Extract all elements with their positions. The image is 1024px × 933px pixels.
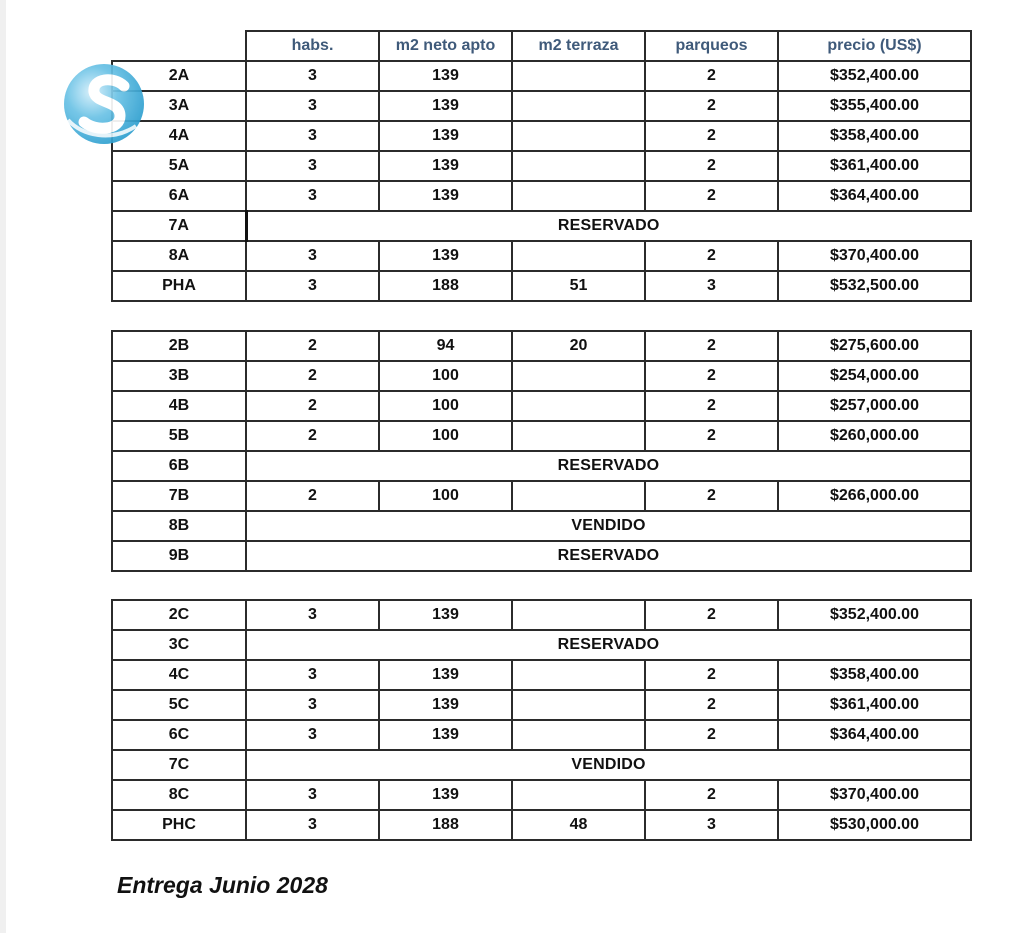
status-cell: VENDIDO bbox=[246, 750, 971, 780]
unit-cell: 4B bbox=[112, 391, 246, 421]
header-row bbox=[246, 31, 971, 61]
table-row bbox=[112, 151, 971, 181]
unit-cell: 3A bbox=[112, 91, 246, 121]
table-row bbox=[112, 121, 971, 151]
habs-cell: 3 bbox=[246, 181, 379, 211]
unit-cell: 3B bbox=[112, 361, 246, 391]
m2-neto-cell: 188 bbox=[379, 810, 512, 840]
m2-terraza-cell bbox=[512, 391, 645, 421]
table-row bbox=[112, 271, 971, 301]
unit-cell: 4A bbox=[112, 121, 246, 151]
table-row bbox=[112, 810, 971, 840]
habs-cell: 3 bbox=[246, 61, 379, 91]
section-a-table bbox=[111, 60, 972, 302]
table-row bbox=[112, 391, 971, 421]
table-row bbox=[112, 600, 971, 630]
table-row bbox=[112, 720, 971, 750]
table-row bbox=[112, 660, 971, 690]
parqueos-cell: 3 bbox=[645, 810, 778, 840]
unit-cell: 6B bbox=[112, 451, 246, 481]
parqueos-cell: 2 bbox=[645, 121, 778, 151]
precio-cell: $352,400.00 bbox=[778, 61, 971, 91]
table-row bbox=[112, 511, 971, 541]
m2-terraza-cell: 51 bbox=[512, 271, 645, 301]
m2-neto-cell: 139 bbox=[379, 61, 512, 91]
precio-cell: $352,400.00 bbox=[778, 600, 971, 630]
unit-cell: 2A bbox=[112, 61, 246, 91]
parqueos-cell: 2 bbox=[645, 391, 778, 421]
habs-cell: 3 bbox=[246, 810, 379, 840]
precio-cell: $361,400.00 bbox=[778, 151, 971, 181]
header-habs: habs. bbox=[246, 31, 379, 61]
m2-terraza-cell bbox=[512, 361, 645, 391]
section-b-table bbox=[111, 330, 972, 572]
column-header bbox=[245, 30, 972, 62]
unit-cell: PHA bbox=[112, 271, 246, 301]
unit-cell: 2B bbox=[112, 331, 246, 361]
unit-cell: 8B bbox=[112, 511, 246, 541]
parqueos-cell: 2 bbox=[645, 421, 778, 451]
unit-cell: 8A bbox=[112, 241, 246, 271]
parqueos-cell: 2 bbox=[645, 660, 778, 690]
precio-cell: $370,400.00 bbox=[778, 241, 971, 271]
status-cell: RESERVADO bbox=[246, 211, 971, 241]
unit-cell: 7B bbox=[112, 481, 246, 511]
m2-terraza-cell bbox=[512, 481, 645, 511]
precio-cell: $358,400.00 bbox=[778, 660, 971, 690]
status-cell: VENDIDO bbox=[246, 511, 971, 541]
habs-cell: 3 bbox=[246, 271, 379, 301]
m2-neto-cell: 139 bbox=[379, 690, 512, 720]
m2-terraza-cell bbox=[512, 720, 645, 750]
precio-cell: $266,000.00 bbox=[778, 481, 971, 511]
parqueos-cell: 2 bbox=[645, 181, 778, 211]
unit-cell: PHC bbox=[112, 810, 246, 840]
table-row bbox=[112, 750, 971, 780]
precio-cell: $358,400.00 bbox=[778, 121, 971, 151]
table-row bbox=[112, 541, 971, 571]
unit-cell: 5A bbox=[112, 151, 246, 181]
unit-cell: 9B bbox=[112, 541, 246, 571]
unit-cell: 6C bbox=[112, 720, 246, 750]
m2-terraza-cell bbox=[512, 780, 645, 810]
m2-neto-cell: 139 bbox=[379, 720, 512, 750]
m2-terraza-cell: 48 bbox=[512, 810, 645, 840]
parqueos-cell: 2 bbox=[645, 690, 778, 720]
precio-cell: $254,000.00 bbox=[778, 361, 971, 391]
parqueos-cell: 2 bbox=[645, 61, 778, 91]
habs-cell: 3 bbox=[246, 151, 379, 181]
table-row bbox=[112, 61, 971, 91]
unit-cell: 4C bbox=[112, 660, 246, 690]
m2-neto-cell: 139 bbox=[379, 600, 512, 630]
unit-cell: 6A bbox=[112, 181, 246, 211]
habs-cell: 2 bbox=[246, 481, 379, 511]
table-row bbox=[112, 361, 971, 391]
m2-neto-cell: 100 bbox=[379, 481, 512, 511]
precio-cell: $532,500.00 bbox=[778, 271, 971, 301]
table-row bbox=[112, 181, 971, 211]
m2-neto-cell: 139 bbox=[379, 780, 512, 810]
table-row bbox=[112, 211, 971, 241]
habs-cell: 3 bbox=[246, 780, 379, 810]
m2-neto-cell: 139 bbox=[379, 181, 512, 211]
precio-cell: $364,400.00 bbox=[778, 720, 971, 750]
m2-terraza-cell: 20 bbox=[512, 331, 645, 361]
table-row bbox=[112, 421, 971, 451]
habs-cell: 2 bbox=[246, 391, 379, 421]
parqueos-cell: 2 bbox=[645, 241, 778, 271]
habs-cell: 3 bbox=[246, 91, 379, 121]
precio-cell: $361,400.00 bbox=[778, 690, 971, 720]
habs-cell: 3 bbox=[246, 241, 379, 271]
m2-neto-cell: 139 bbox=[379, 91, 512, 121]
table-row bbox=[112, 91, 971, 121]
header-parqueos: parqueos bbox=[645, 31, 778, 61]
m2-terraza-cell bbox=[512, 91, 645, 121]
parqueos-cell: 2 bbox=[645, 720, 778, 750]
m2-terraza-cell bbox=[512, 660, 645, 690]
unit-cell: 7A bbox=[112, 211, 246, 241]
unit-cell: 8C bbox=[112, 780, 246, 810]
m2-neto-cell: 139 bbox=[379, 151, 512, 181]
habs-cell: 3 bbox=[246, 660, 379, 690]
table-row bbox=[112, 241, 971, 271]
m2-terraza-cell bbox=[512, 61, 645, 91]
header-m2-neto: m2 neto apto bbox=[379, 31, 512, 61]
table-row bbox=[112, 451, 971, 481]
table-row bbox=[112, 331, 971, 361]
section-c-table bbox=[111, 599, 972, 841]
parqueos-cell: 2 bbox=[645, 361, 778, 391]
precio-cell: $364,400.00 bbox=[778, 181, 971, 211]
m2-neto-cell: 100 bbox=[379, 361, 512, 391]
m2-terraza-cell bbox=[512, 600, 645, 630]
m2-neto-cell: 94 bbox=[379, 331, 512, 361]
page-edge bbox=[0, 0, 6, 933]
m2-neto-cell: 139 bbox=[379, 241, 512, 271]
precio-cell: $260,000.00 bbox=[778, 421, 971, 451]
parqueos-cell: 2 bbox=[645, 780, 778, 810]
status-cell: RESERVADO bbox=[246, 451, 971, 481]
m2-neto-cell: 100 bbox=[379, 421, 512, 451]
delivery-date-note: Entrega Junio 2028 bbox=[117, 872, 328, 898]
m2-neto-cell: 139 bbox=[379, 660, 512, 690]
header-m2-terraza: m2 terraza bbox=[512, 31, 645, 61]
habs-cell: 2 bbox=[246, 331, 379, 361]
m2-terraza-cell bbox=[512, 421, 645, 451]
parqueos-cell: 3 bbox=[645, 271, 778, 301]
unit-cell: 5B bbox=[112, 421, 246, 451]
habs-cell: 2 bbox=[246, 361, 379, 391]
unit-cell: 5C bbox=[112, 690, 246, 720]
precio-cell: $275,600.00 bbox=[778, 331, 971, 361]
s-logo-icon bbox=[62, 62, 146, 146]
table-row bbox=[112, 481, 971, 511]
m2-terraza-cell bbox=[512, 241, 645, 271]
table-row bbox=[112, 630, 971, 660]
m2-neto-cell: 139 bbox=[379, 121, 512, 151]
header-precio: precio (US$) bbox=[778, 31, 971, 61]
unit-cell: 3C bbox=[112, 630, 246, 660]
m2-terraza-cell bbox=[512, 181, 645, 211]
table-row bbox=[112, 690, 971, 720]
status-cell: RESERVADO bbox=[246, 630, 971, 660]
habs-cell: 3 bbox=[246, 121, 379, 151]
m2-terraza-cell bbox=[512, 151, 645, 181]
parqueos-cell: 2 bbox=[645, 600, 778, 630]
unit-cell: 7C bbox=[112, 750, 246, 780]
status-cell: RESERVADO bbox=[246, 541, 971, 571]
m2-neto-cell: 188 bbox=[379, 271, 512, 301]
parqueos-cell: 2 bbox=[645, 151, 778, 181]
precio-cell: $370,400.00 bbox=[778, 780, 971, 810]
habs-cell: 3 bbox=[246, 690, 379, 720]
parqueos-cell: 2 bbox=[645, 481, 778, 511]
precio-cell: $257,000.00 bbox=[778, 391, 971, 421]
habs-cell: 3 bbox=[246, 720, 379, 750]
precio-cell: $530,000.00 bbox=[778, 810, 971, 840]
m2-terraza-cell bbox=[512, 690, 645, 720]
habs-cell: 2 bbox=[246, 421, 379, 451]
parqueos-cell: 2 bbox=[645, 331, 778, 361]
parqueos-cell: 2 bbox=[645, 91, 778, 121]
table-row bbox=[112, 780, 971, 810]
precio-cell: $355,400.00 bbox=[778, 91, 971, 121]
m2-terraza-cell bbox=[512, 121, 645, 151]
unit-cell: 2C bbox=[112, 600, 246, 630]
m2-neto-cell: 100 bbox=[379, 391, 512, 421]
habs-cell: 3 bbox=[246, 600, 379, 630]
